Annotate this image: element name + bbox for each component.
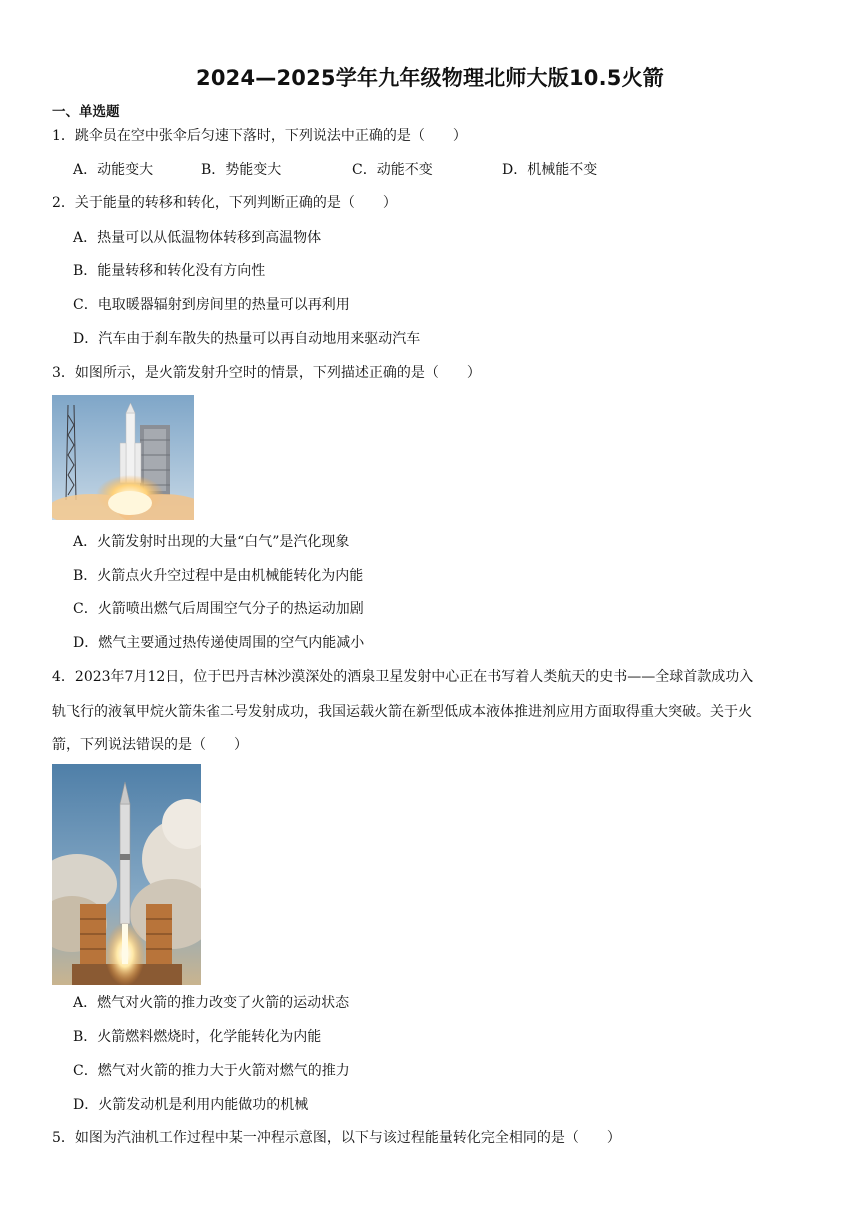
question-4-option-d[interactable]: D．火箭发动机是利用内能做功的机械: [73, 1097, 309, 1113]
rocket-launch-photo-1: [52, 395, 194, 520]
question-2-option-a[interactable]: A．热量可以从低温物体转移到高温物体: [73, 230, 322, 246]
page-title: 2024—2025学年九年级物理北师大版10.5火箭: [196, 66, 664, 90]
question-4-option-c[interactable]: C．燃气对火箭的推力大于火箭对燃气的推力: [73, 1063, 350, 1079]
question-2-option-b[interactable]: B．能量转移和转化没有方向性: [73, 263, 266, 279]
question-3-option-b[interactable]: B．火箭点火升空过程中是由机械能转化为内能: [73, 568, 364, 584]
rocket-launch-photo-2: [52, 764, 201, 985]
question-4-stem-line-3: 箭，下列说法错误的是（ ）: [52, 737, 248, 753]
question-4-option-b[interactable]: B．火箭燃料燃烧时，化学能转化为内能: [73, 1029, 322, 1045]
question-3-option-a[interactable]: A．火箭发射时出现的大量“白气”是汽化现象: [73, 534, 350, 550]
question-1-option-a[interactable]: A．动能变大: [73, 162, 154, 178]
question-2-option-c[interactable]: C．电取暖器辐射到房间里的热量可以再利用: [73, 297, 350, 313]
question-2-option-d[interactable]: D．汽车由于刹车散失的热量可以再自动地用来驱动汽车: [73, 331, 421, 347]
question-3-stem: 3．如图所示，是火箭发射升空时的情景，下列描述正确的是（ ）: [52, 365, 481, 381]
question-4-option-a[interactable]: A．燃气对火箭的推力改变了火箭的运动状态: [73, 995, 350, 1011]
question-1-option-b[interactable]: B．势能变大: [201, 162, 282, 178]
question-4-stem-line-2: 轨飞行的液氧甲烷火箭朱雀二号发射成功，我国运载火箭在新型低成本液体推进剂应用方面取得重大突破。关于火: [52, 704, 752, 720]
question-1-option-d[interactable]: D．机械能不变: [502, 162, 598, 178]
question-5-stem: 5．如图为汽油机工作过程中某一冲程示意图，以下与该过程能量转化完全相同的是（ ）: [52, 1130, 621, 1146]
question-3-option-c[interactable]: C．火箭喷出燃气后周围空气分子的热运动加剧: [73, 601, 364, 617]
question-1-stem: 1．跳伞员在空中张伞后匀速下落时，下列说法中正确的是（ ）: [52, 128, 467, 144]
question-3-option-d[interactable]: D．燃气主要通过热传递使周围的空气内能减小: [73, 635, 365, 651]
section-heading: 一、单选题: [52, 104, 120, 120]
question-1-option-c[interactable]: C．动能不变: [352, 162, 433, 178]
question-4-stem-line-1: 4．2023年7月12日，位于巴丹吉林沙漠深处的酒泉卫星发射中心正在书写着人类航天的史书——全球首款成功入: [52, 669, 754, 685]
question-2-stem: 2．关于能量的转移和转化，下列判断正确的是（ ）: [52, 195, 397, 211]
